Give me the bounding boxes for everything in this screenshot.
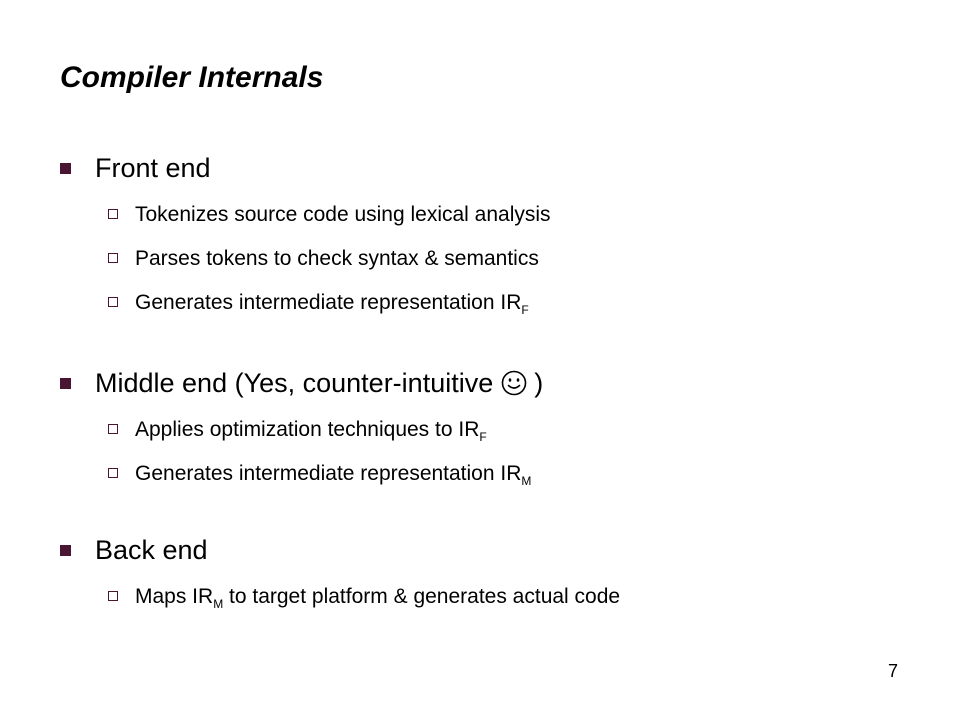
hollow-square-bullet-icon <box>108 297 118 307</box>
hollow-square-bullet-icon <box>108 468 118 478</box>
hollow-square-bullet-icon <box>108 591 118 601</box>
square-bullet-icon <box>60 163 71 174</box>
hollow-square-bullet-icon <box>108 209 118 219</box>
hollow-square-bullet-icon <box>108 424 118 434</box>
sub-bullet-text: Tokenizes source code using lexical analysis <box>135 203 551 226</box>
square-bullet-icon <box>60 378 71 389</box>
subscript: F <box>521 303 529 317</box>
sub-bullet-text: Applies optimization techniques to $IR_F$ <box>135 418 487 444</box>
bullet-label: Back end <box>95 535 208 565</box>
bullet-label: Front end <box>95 153 211 183</box>
sub-bullet-text: Parses tokens to check syntax & semantics <box>135 247 539 270</box>
sub-bullet-text: Generates intermediate representation $IR_M$ <box>135 462 532 488</box>
bullet-label: Middle end (Yes, counter-intuitive ) <box>95 368 544 398</box>
square-bullet-icon <box>60 545 71 556</box>
sub-bullet-text: Maps $IR_M$ to target platform & generates actual code <box>135 585 621 611</box>
slide-title: Compiler Internals <box>60 61 324 94</box>
sub-bullet-text: Generates intermediate representation $IR_F$ <box>135 291 529 317</box>
subscript: M <box>213 597 224 611</box>
smiley-face-icon <box>501 370 527 396</box>
page-number: 7 <box>888 661 899 681</box>
hollow-square-bullet-icon <box>108 253 118 263</box>
subscript: F <box>479 430 487 444</box>
subscript: M <box>521 474 532 488</box>
